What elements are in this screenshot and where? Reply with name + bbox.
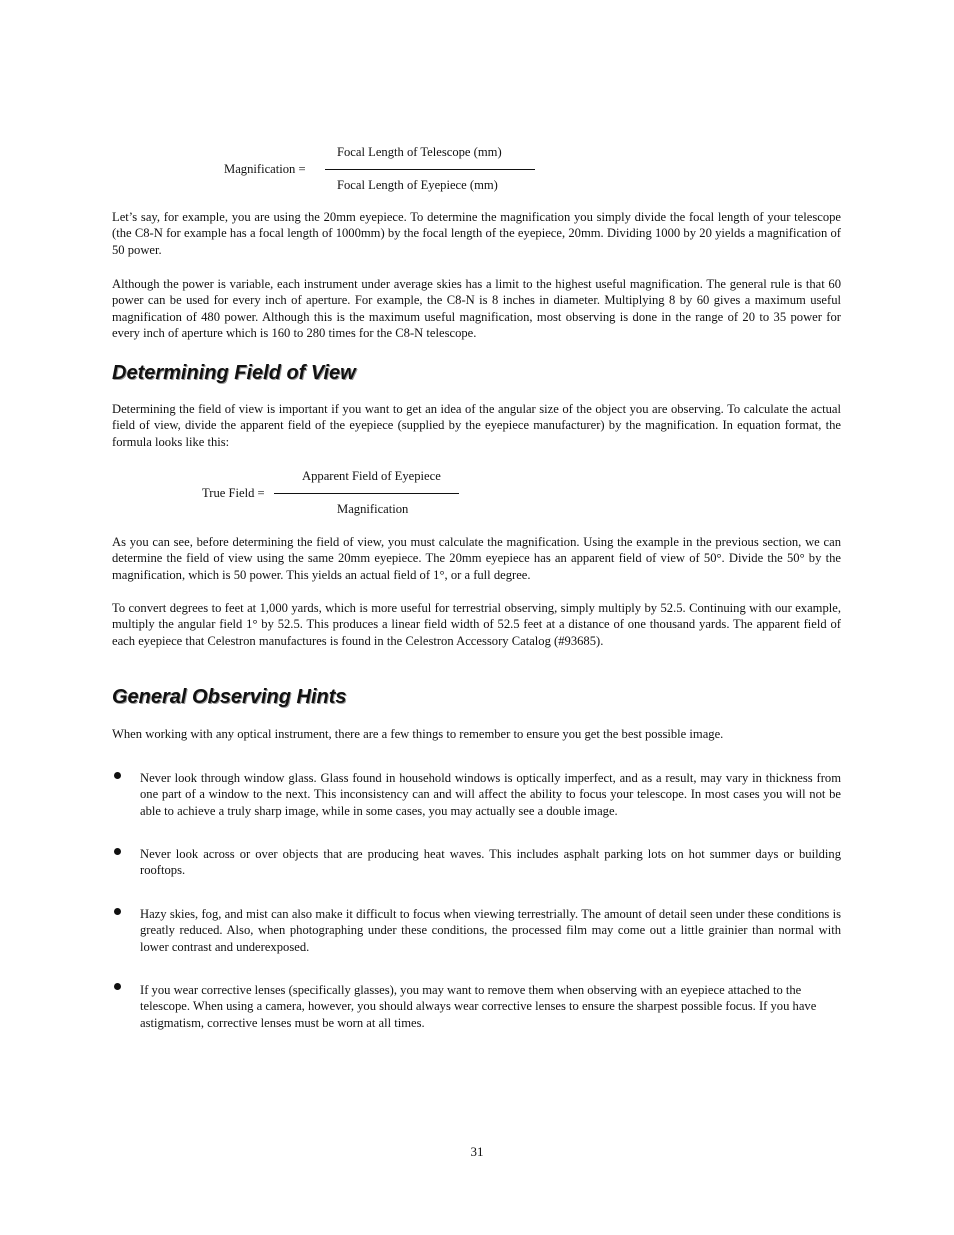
paragraph-observing-hints-intro: When working with any optical instrument, there are a few things to remember to ensure you get the best possible image.: [112, 727, 724, 741]
bullet-icon: [114, 772, 121, 779]
page-number: 31: [470, 1144, 484, 1159]
list-item-text: Hazy skies, fog, and mist can also make it difficult to focus when viewing terrestrially. The amount of detail seen under these conditions is greatly reduced. Also, when photographing under these conditions, the processed film may come out a little grainier than normal with lower contrast and underexposed.: [140, 907, 841, 954]
true-field-fraction-bar: [274, 493, 459, 494]
paragraph-field-of-view-intro: Determining the field of view is important if you want to get an idea of the angular size of the object you are observing. To calculate the actual field of view, divide the apparent field of the eyepiece (supplied by the eyepiece manufacturer) by the magnification. In equation format, the formula looks like this:: [112, 402, 841, 449]
magnification-fraction-bar: [325, 169, 535, 170]
heading-determining-field-of-view: Determining Field of View: [112, 362, 356, 384]
magnification-denominator: Focal Length of Eyepiece (mm): [337, 178, 498, 192]
paragraph-field-of-view-example: As you can see, before determining the field of view, you must calculate the magnification. Using the example in the previous section, we can determine the field of view using the same 20mm eyepiece. The 20mm eyepiece has an apparent field of view of 50°. Divide the 50° by the magnification, which is 50 power. This yields an actual field of 1°, or a full degree.: [112, 535, 841, 582]
true-field-numerator: Apparent Field of Eyepiece: [302, 469, 441, 483]
bullet-icon: [114, 908, 121, 915]
list-item-text: Never look across or over objects that are producing heat waves. This includes asphalt parking lots on hot summer days or building rooftops.: [140, 847, 841, 878]
true-field-label: True Field =: [202, 486, 265, 500]
bullet-icon: [114, 983, 121, 990]
magnification-numerator: Focal Length of Telescope (mm): [337, 145, 502, 159]
bullet-icon: [114, 848, 121, 855]
magnification-label: Magnification =: [224, 162, 306, 176]
true-field-denominator: Magnification: [337, 502, 409, 516]
paragraph-degrees-to-feet: To convert degrees to feet at 1,000 yards, which is more useful for terrestrial observing, simply multiply by 52.5. Continuing with our example, multiply the angular field 1° by 52.5. This produces a linear field width of 52.5 feet at a distance of one thousand yards. The apparent field of each eyepiece that Celestron manufactures is found in the Celestron Accessory Catalog (#93685).: [112, 601, 841, 648]
paragraph-magnification-example: Let’s say, for example, you are using the 20mm eyepiece. To determine the magnification you simply divide the focal length of your telescope (the C8-N for example has a focal length of 1000mm) by the focal length of the eyepiece, 20mm. Dividing 1000 by 20 yields a magnification of 50 power.: [112, 210, 841, 257]
list-item-text: Never look through window glass. Glass found in household windows is optically imperfect, and as a result, may vary in thickness from one part of a window to the next. This inconsistency can and will affect the ability to focus your telescope. In most cases you will not be able to achieve a truly sharp image, while in some cases, you may actually see a double image.: [140, 771, 841, 818]
heading-general-observing-hints: General Observing Hints: [112, 686, 347, 708]
paragraph-useful-magnification: Although the power is variable, each instrument under average skies has a limit to the highest useful magnification. The general rule is that 60 power can be used for every inch of aperture. For example, the C8-N is 8 inches in diameter. Multiplying 8 by 60 gives a maximum useful magnification of 480 power. Although this is the maximum useful magnification, most observing is done in the range of 20 to 35 power for every inch of aperture which is 160 to 280 times for the C8-N telescope.: [112, 277, 841, 341]
list-item-text: If you wear corrective lenses (specifically glasses), you may want to remove them when observing with an eyepiece attached to the telescope. When using a camera, however, you should always wear corrective lenses to ensure the sharpest possible focus. If you have astigmatism, corrective lenses must be worn at all times.: [140, 983, 817, 1030]
